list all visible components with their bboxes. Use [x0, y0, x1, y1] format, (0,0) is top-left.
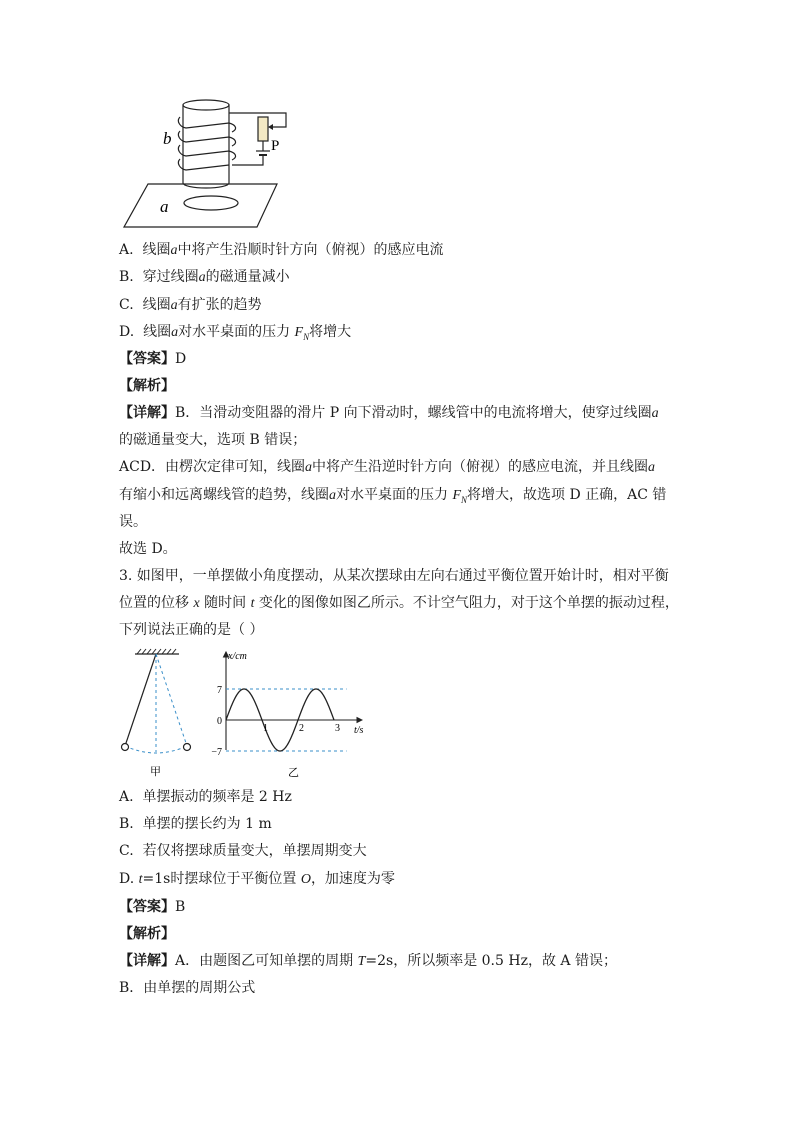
- bob-right: [184, 744, 191, 751]
- q3-stem-line-1: 3. 如图甲，一单摆做小角度摆动，从某次摆球由左向右通过平衡位置开始计时，相对平衡: [119, 568, 669, 584]
- solenoid-windings: [178, 117, 235, 170]
- q3-option-d: D. t=1s时摆球位于平衡位置 O，加速度为零: [119, 871, 395, 887]
- q3-option-a: A. 单摆振动的频率是 2 Hz: [119, 789, 292, 805]
- q2-option-b: B. 穿过线圈a的磁通量减小: [119, 269, 290, 285]
- q3-detail-line-2: B．由单摆的周期公式: [119, 980, 256, 996]
- q2-detail-line-1: 【详解】B．当滑动变阻器的滑片 P 向下滑动时，螺线管中的电流将增大，使穿过线圈a: [119, 405, 659, 421]
- circuit-wire-bottom: [232, 155, 263, 165]
- q3-option-c: C. 若仅将摆球质量变大，单摆周期变大: [119, 843, 367, 859]
- x-tick-label: 2: [299, 723, 304, 734]
- y-axis-label: x/cm: [228, 651, 247, 662]
- q2-detail-line-4: 有缩小和远离螺线管的趋势，线圈a对水平桌面的压力 $F_N$将增大，故选项 D 正确，AC 错: [119, 487, 667, 505]
- bob-left: [122, 744, 129, 751]
- q2-detail-line-5: 误。: [119, 514, 147, 530]
- solenoid-top: [183, 100, 229, 110]
- label-b: b: [163, 129, 172, 148]
- x-tick-label: 1: [263, 723, 268, 734]
- q3-option-b: B. 单摆的摆长约为 1 m: [119, 816, 272, 832]
- q2-option-a: A. 线圈a中将产生沿顺时针方向（俯视）的感应电流: [119, 242, 444, 258]
- y-tick-label: 0: [217, 716, 222, 727]
- y-tick-label: 7: [217, 685, 222, 696]
- q3-answer: 【答案】B: [119, 899, 186, 915]
- q2-analysis-label: 【解析】: [119, 378, 175, 394]
- slider-arrow: [268, 124, 273, 130]
- q2-detail-line-3: ACD．由楞次定律可知，线圈a中将产生沿逆时针方向（俯视）的感应电流，并且线圈a: [119, 459, 656, 475]
- right-extreme-line: [156, 654, 187, 746]
- coil-a: [184, 196, 238, 210]
- q2-detail-line-6: 故选 D。: [119, 541, 177, 557]
- label-a: a: [160, 197, 169, 216]
- x-tick-label: 3: [335, 723, 340, 734]
- solenoid-figure: [120, 95, 300, 230]
- xt-graph: [210, 648, 370, 780]
- q3-detail-line-1: 【详解】A．由题图乙可知单摆的周期 T=2s，所以频率是 0.5 Hz，故 A 错误；: [119, 953, 617, 969]
- q3-analysis-label: 【解析】: [119, 926, 175, 942]
- y-tick-label: −7: [211, 747, 222, 758]
- rheostat: [258, 117, 268, 141]
- q3-stem-line-3: 下列说法正确的是（ ）: [119, 622, 264, 638]
- pendulum-figure: [115, 648, 205, 778]
- q2-answer: 【答案】D: [119, 351, 187, 367]
- x-axis-label: t/s: [354, 725, 364, 736]
- pendulum-string: [125, 654, 156, 746]
- q2-detail-line-2: 的磁通量变大，选项 B 错误；: [119, 432, 307, 448]
- caption-jia: 甲: [150, 766, 161, 778]
- caption-yi: 乙: [288, 767, 299, 779]
- label-P: P: [271, 138, 280, 154]
- ceiling-hatch: [137, 649, 176, 654]
- q2-option-c: C. 线圈a有扩张的趋势: [119, 297, 262, 313]
- q3-stem-line-2: 位置的位移 x 随时间 t 变化的图像如图乙所示。不计空气阻力，对于这个单摆的振动过程，: [119, 595, 679, 611]
- table-surface: [124, 184, 277, 227]
- q2-option-d: D. 线圈a对水平桌面的压力 $F_N$将增大: [119, 324, 352, 342]
